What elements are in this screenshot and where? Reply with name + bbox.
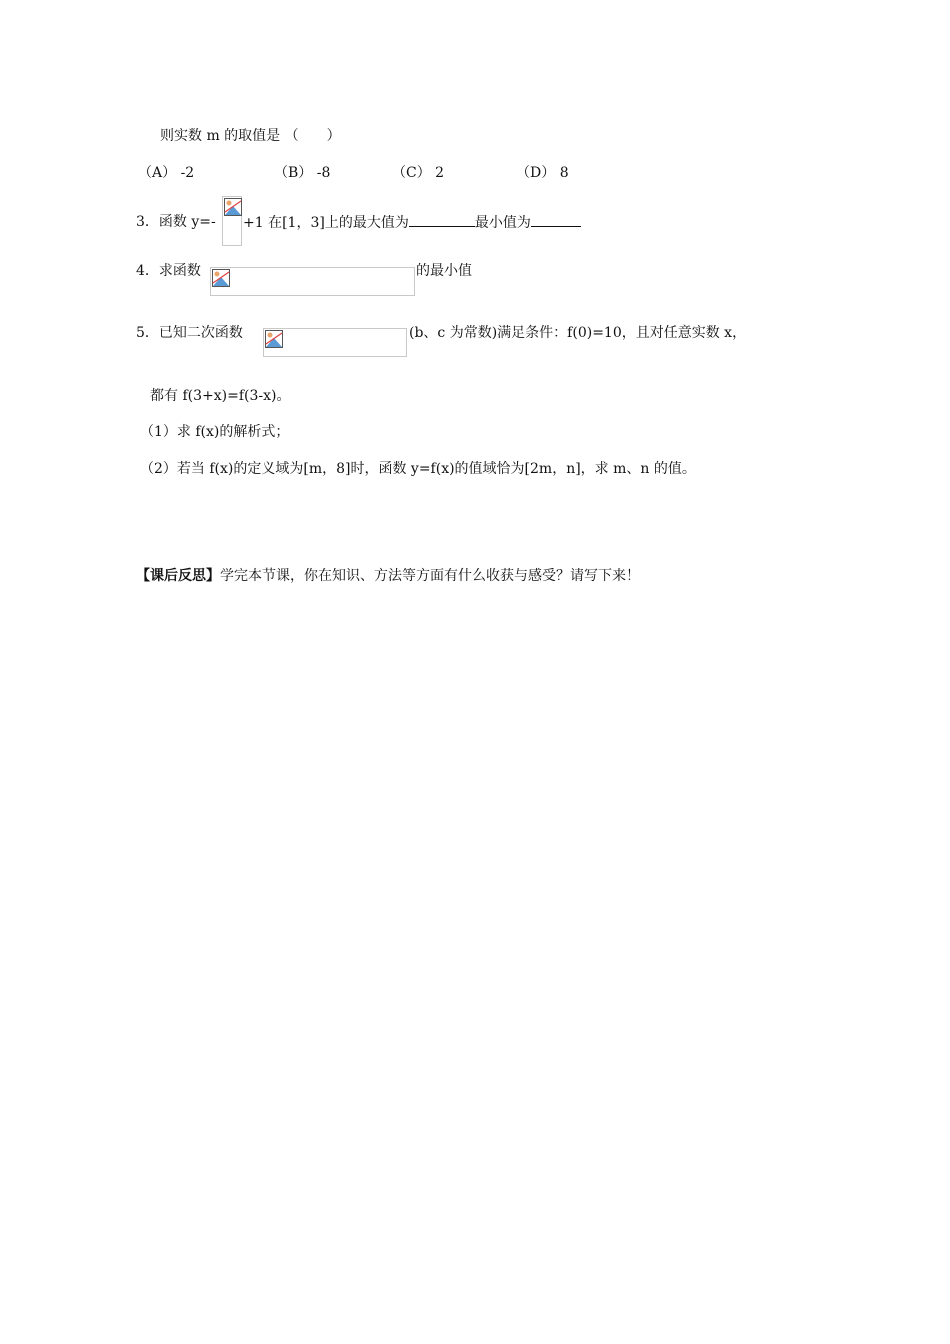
reflection — [136, 566, 640, 586]
broken-image-icon — [265, 330, 283, 348]
q3-mid: 最小值为 — [474, 215, 531, 231]
q3-after-image: +1 在[1，3]上的最大值为 — [243, 215, 409, 231]
reflection-heading: 【课后反思】 — [136, 568, 220, 584]
q5-formula-image — [263, 328, 407, 357]
question-3 — [136, 212, 216, 232]
option-label: （A） — [138, 165, 177, 181]
q2-option-a — [138, 163, 194, 183]
q3-formula-image — [222, 196, 242, 246]
q3-prefix: 3．函数 y=- — [136, 214, 216, 230]
q4-suffix: 的最小值 — [416, 263, 472, 279]
option-value: -2 — [180, 165, 195, 181]
q3-max-blank[interactable] — [409, 212, 475, 227]
q5-suffix: (b、c 为常数)满足条件：f(0)=10，且对任意实数 x， — [409, 325, 747, 341]
broken-image-icon — [212, 269, 230, 287]
q3-min-blank[interactable] — [531, 212, 581, 227]
q5-prefix: 5．已知二次函数 — [136, 325, 243, 341]
q2-option-d — [516, 163, 569, 183]
option-label: （D） — [516, 165, 556, 181]
q3-rest — [243, 212, 581, 233]
question-4 — [136, 261, 201, 281]
q5-part-2: （2）若当 f(x)的定义域为[m，8]时，函数 y=f(x)的值域恰为[2m，n]，求 m、n 的值。 — [140, 461, 696, 477]
question-5 — [136, 323, 243, 343]
option-label: （B） — [274, 165, 313, 181]
option-label: （C） — [392, 165, 431, 181]
option-value: 8 — [559, 165, 569, 181]
option-value: -8 — [316, 165, 331, 181]
q2-option-c — [392, 163, 444, 183]
q2-option-b — [274, 163, 330, 183]
option-value: 2 — [435, 165, 445, 181]
q4-prefix: 4．求函数 — [136, 263, 201, 279]
broken-image-icon — [224, 198, 242, 216]
q5-part-1: （1）求 f(x)的解析式； — [140, 424, 290, 440]
q4-formula-image — [210, 267, 415, 296]
q5-line-2: 都有 f(3+x)=f(3-x)。 — [150, 388, 291, 404]
q2-question-tail: 则实数 m 的取值是 （ ） — [160, 128, 341, 144]
reflection-text: 学完本节课，你在知识、方法等方面有什么收获与感受？请写下来！ — [220, 568, 640, 584]
